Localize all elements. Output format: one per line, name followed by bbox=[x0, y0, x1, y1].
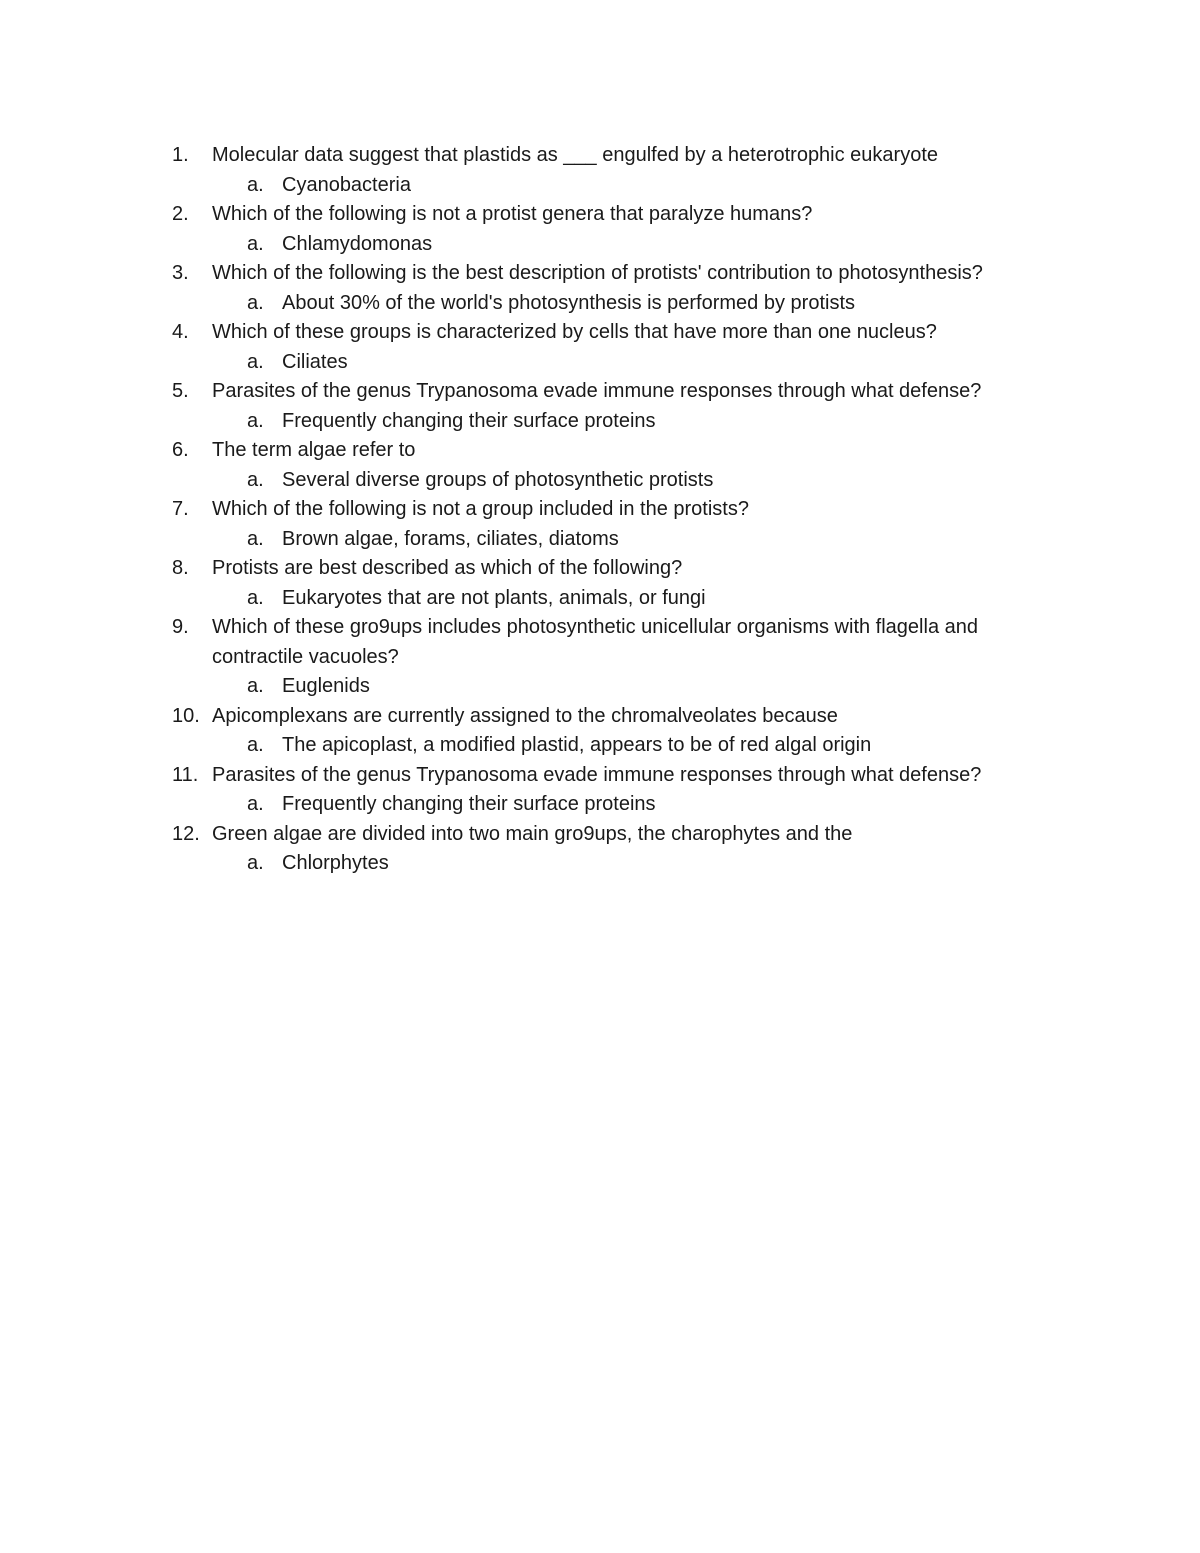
question-number: 7. bbox=[172, 498, 189, 520]
question-item bbox=[172, 554, 1072, 613]
question-row bbox=[172, 141, 1072, 171]
question-row bbox=[172, 495, 1072, 525]
answer-row bbox=[172, 230, 1072, 260]
question-number: 12. bbox=[172, 822, 200, 845]
question-row bbox=[172, 613, 1072, 672]
question-text: Green algae are divided into two main gro9ups, the charophytes and the bbox=[212, 822, 853, 845]
question-number: 8. bbox=[172, 557, 189, 579]
question-text: Which of these gro9ups includes photosynthetic unicellular organisms with flagella and contractile vacuoles? bbox=[212, 616, 978, 668]
answer-letter: a. bbox=[247, 409, 264, 432]
question-item bbox=[172, 495, 1072, 554]
answer-text: Frequently changing their surface proteins bbox=[282, 409, 656, 432]
answer-letter: a. bbox=[247, 734, 264, 756]
answer-letter: a. bbox=[247, 793, 264, 815]
question-number: 2. bbox=[172, 203, 189, 225]
question-item bbox=[172, 377, 1072, 436]
question-list bbox=[172, 141, 1072, 879]
answer-letter: a. bbox=[247, 350, 264, 373]
answer-text: Euglenids bbox=[282, 675, 370, 697]
answer-text: About 30% of the world's photosynthesis is performed by protists bbox=[282, 291, 855, 314]
answer-row bbox=[172, 466, 1072, 496]
answer-text: Chlamydomonas bbox=[282, 232, 433, 255]
question-item bbox=[172, 761, 1072, 820]
answer-letter: a. bbox=[247, 291, 264, 314]
question-item bbox=[172, 200, 1072, 259]
question-number: 6. bbox=[172, 439, 189, 461]
question-text: Parasites of the genus Trypanosoma evade immune responses through what defense? bbox=[212, 380, 982, 402]
question-text: Which of the following is the best description of protists' contribution to photosynthesis? bbox=[212, 262, 983, 284]
answer-row bbox=[172, 731, 1072, 761]
answer-letter: a. bbox=[247, 675, 264, 697]
question-row bbox=[172, 436, 1072, 466]
question-text: Apicomplexans are currently assigned to the chromalveolates because bbox=[212, 704, 838, 727]
answer-row bbox=[172, 289, 1072, 319]
answer-letter: a. bbox=[247, 173, 264, 196]
answer-row bbox=[172, 672, 1072, 702]
question-number: 1. bbox=[172, 144, 189, 166]
question-row bbox=[172, 554, 1072, 584]
answer-letter: a. bbox=[247, 232, 264, 255]
answer-text: Cyanobacteria bbox=[282, 173, 411, 196]
question-item bbox=[172, 702, 1072, 761]
question-row bbox=[172, 702, 1072, 732]
answer-row bbox=[172, 171, 1072, 201]
question-row bbox=[172, 377, 1072, 407]
question-number: 3. bbox=[172, 262, 189, 284]
question-number: 5. bbox=[172, 380, 189, 402]
answer-text: Frequently changing their surface proteins bbox=[282, 793, 656, 815]
question-text: The term algae refer to bbox=[212, 439, 416, 461]
answer-letter: a. bbox=[247, 852, 264, 874]
answer-text: Chlorphytes bbox=[282, 852, 389, 874]
answer-row bbox=[172, 790, 1072, 820]
question-item bbox=[172, 259, 1072, 318]
question-number: 11. bbox=[172, 763, 199, 786]
answer-letter: a. bbox=[247, 527, 264, 550]
question-text: Parasites of the genus Trypanosoma evade immune responses through what defense? bbox=[212, 763, 982, 786]
question-row bbox=[172, 820, 1072, 850]
question-item bbox=[172, 318, 1072, 377]
question-item bbox=[172, 820, 1072, 879]
answer-text: Eukaryotes that are not plants, animals, or fungi bbox=[282, 586, 706, 609]
question-row bbox=[172, 259, 1072, 289]
answer-text: Several diverse groups of photosynthetic protists bbox=[282, 468, 714, 491]
answer-text: Brown algae, forams, ciliates, diatoms bbox=[282, 527, 619, 550]
question-text: Which of the following is not a protist genera that paralyze humans? bbox=[212, 203, 813, 225]
answer-row bbox=[172, 584, 1072, 614]
question-text: Which of these groups is characterized by cells that have more than one nucleus? bbox=[212, 321, 937, 343]
answer-row bbox=[172, 348, 1072, 378]
answer-letter: a. bbox=[247, 586, 264, 609]
question-text: Molecular data suggest that plastids as ___ engulfed by a heterotrophic eukaryote bbox=[212, 144, 939, 166]
answer-row bbox=[172, 849, 1072, 879]
question-row bbox=[172, 200, 1072, 230]
question-row bbox=[172, 318, 1072, 348]
question-text: Which of the following is not a group included in the protists? bbox=[212, 498, 749, 520]
answer-text: The apicoplast, a modified plastid, appears to be of red algal origin bbox=[282, 734, 872, 756]
question-number: 4. bbox=[172, 321, 189, 343]
answer-row bbox=[172, 407, 1072, 437]
question-item bbox=[172, 613, 1072, 702]
question-number: 10. bbox=[172, 704, 200, 727]
answer-row bbox=[172, 525, 1072, 555]
question-number: 9. bbox=[172, 616, 189, 638]
question-row bbox=[172, 761, 1072, 791]
answer-letter: a. bbox=[247, 468, 264, 491]
question-item bbox=[172, 141, 1072, 200]
question-text: Protists are best described as which of the following? bbox=[212, 557, 683, 579]
answer-text: Ciliates bbox=[282, 350, 348, 373]
question-item bbox=[172, 436, 1072, 495]
